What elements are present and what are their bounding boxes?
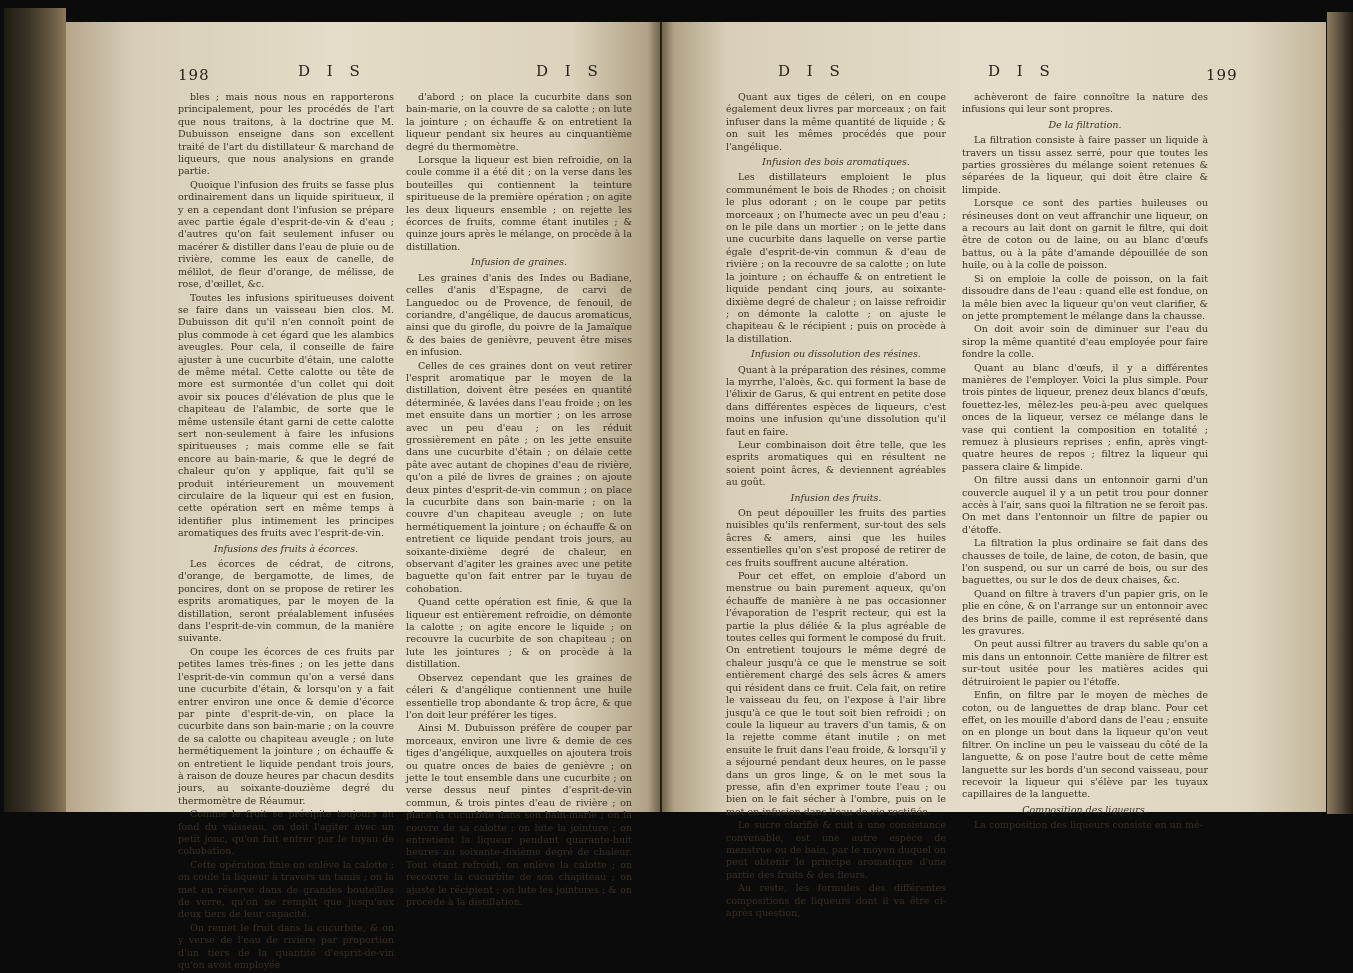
paragraph: Enfin, on filtre par le moyen de mèches de coton, ou de languettes de drap blanc. Pour cet effet, on les mouille d'abord dans de l'eau ; ensuite on en plonge un bout dans la liqueur qu'on veut filtrer. On incline un peu le vaisseau du côté de la languette, & on pose l'autre bout de cette même languette sur les bords d'un second vaisseau, pour recevoir la liqueur qui s'élève par les tuyaux capillaires de la languette. xyxy=(962,690,1208,801)
book-gutter xyxy=(648,22,674,812)
paragraph: Si on emploie la colle de poisson, on la fait dissoudre dans de l'eau : quand elle est fondue, on la mêle bien avec la liqueur qu'on veut clarifier, & on jette promptement le mélange dans la chausse. xyxy=(962,273,1208,322)
paragraph: Le sucre clarifié & cuit à une consistance convenable, est une autre espèce de menstrue ou de bain, par le moyen duquel on peut obtenir le principe aromatique d'une partie des fruits & des fleurs. xyxy=(726,820,946,881)
paragraph: achèveront de faire connoître la nature des infusions qui leur sont propres. xyxy=(962,92,1208,116)
paragraph: Les écorces de cédrat, de citrons, d'orange, de bergamotte, de limes, de poncires, dont on se propose de retirer les esprits aromatiques, par le moyen de la distillation, seront préalablement infusées dans l'esprit-de-vin commun, de la manière suivante. xyxy=(178,559,394,645)
paragraph: Lorsque la liqueur est bien refroidie, on la coule comme il a été dit ; on la verse dans les bouteilles qui contiennent la teinture spiritueuse de la première opération ; on agite les deux liqueurs ensemble ; on rejette les écorces de fruits, comme étant inutiles ; & quinze jours après le mélange, on procède à la distillation. xyxy=(406,155,632,253)
paragraph: bles ; mais nous nous en rapporterons principalement, pour les procédés de l'art que nous traitons, à la doctrine que M. Dubuisson enseigne dans son excellent traité de l'art du distillateur & marchand de liqueurs, que nous analysions en grande partie. xyxy=(178,92,394,178)
section-subheading: Infusion ou dissolution des résines. xyxy=(751,349,921,361)
section-subheading: Infusion de graines. xyxy=(471,257,567,269)
paragraph: La filtration consiste à faire passer un liquide à travers un tissu assez serré, pour que toutes les parties grossières du mélange soient retenues & séparées de la liqueur, qui doit être claire & limpide. xyxy=(962,135,1208,196)
section-subheading: Infusion des bois aromatiques. xyxy=(762,157,910,169)
paragraph: On coupe les écorces de ces fruits par petites lames très-fines ; on les jette dans l'esprit-de-vin commun qu'on a versé dans une cucurbite d'étain, & lorsqu'on y a fait entrer environ une once & demie d'écorce par pinte d'esprit-de-vin, on place la cucurbite dans son bain-marie ; on la couvre de sa calotte ou chapiteau aveugle ; on lute hermétiquement la jointure ; on échauffe & on entretient le liquide pendant trois jours, à raison de douze heures par chacun desdits jours, au soixante-douzième degré du thermomètre de Réaumur. xyxy=(178,646,394,807)
section-subheading: De la filtration. xyxy=(1048,119,1122,131)
paragraph: Les graines d'anis des Indes ou Badiane, celles d'anis d'Espagne, de carvi de Languedoc ou de Provence, de fenouil, de coriandre, d'angélique, de daucus aromaticus, ainsi que du girofle, du poivre de la Jamaïque & des baies de genièvre, peuvent être mises en infusion. xyxy=(406,272,632,359)
paragraph: Celles de ces graines dont on veut retirer l'esprit aromatique par le moyen de la distillation, doivent être pesées en quantité déterminée, & lavées dans l'eau froide ; on les met ensuite dans un mortier ; on les arrose avec un peu d'eau ; on les réduit grossièrement en pâte ; on les jette ensuite dans une cucurbite d'étain ; on délaie cette pâte avec autant de chopines d'eau de rivière, qu'on a pilé de livres de graines ; on ajoute deux pintes d'esprit-de-vin commun ; on place la cucurbite dans son bain-marie ; on la couvre d'un chapiteau aveugle ; on lute hermétiquement la jointure ; on échauffe & on entretient ce liquide pendant trois jours, au soixante-dixième degré de chaleur, en observant d'agiter les graines avec une petite baguette qu'on fait entrer par le tuyau de cohobation. xyxy=(406,360,632,595)
paragraph: Au reste, les formules des différentes compositions de liqueurs dont il va être ci-après question, xyxy=(726,883,946,919)
paragraph: Quand on filtre à travers d'un papier gris, on le plie en cône, & on l'arrange sur un entonnoir avec des brins de paille, comme il est représenté dans les gravures. xyxy=(962,588,1208,638)
section-subheading: Infusion des fruits. xyxy=(790,492,882,504)
running-head: D I S xyxy=(298,62,366,80)
paragraph: On doit avoir soin de diminuer sur l'eau du sirop la même quantité d'eau employée pour faire fondre la colle. xyxy=(962,324,1208,361)
paragraph: La filtration la plus ordinaire se fait dans des chausses de toile, de laine, de coton, de basin, que l'on suspend, ou sur un carré de bois, ou sur des baguettes, ou sur le dos de deux chaises, &c. xyxy=(962,538,1208,587)
paragraph: Leur combinaison doit être telle, que les esprits aromatiques qui en résultent ne soient point âcres, & deviennent agréables au goût. xyxy=(726,439,946,489)
paragraph: Quand cette opération est finie, & que la liqueur est entièrement refroidie, on démonte la calotte ; on agite encore le liquide ; on recouvre la cucurbite de son chapiteau ; on lute les jointures ; & on procède à la distillation. xyxy=(406,597,632,671)
left-cover-edge xyxy=(4,8,66,812)
text-column-2 xyxy=(962,92,1208,834)
running-head: D I S xyxy=(778,62,846,80)
paragraph: Observez cependant que les graines de céleri & d'angélique contiennent une huile essentielle trop abondante & trop âcre, & que l'on doit leur préférer les tiges. xyxy=(406,672,632,721)
section-subheading: Composition des liqueurs. xyxy=(1022,804,1148,816)
right-cover-edge xyxy=(1327,12,1353,814)
paragraph: Cette opération finie on enlève la calotte ; on coule la liqueur à travers un tamis ; on la met en réserve dans de grandes bouteilles de verre, qu'on ne remplit que jusqu'aux deux tiers de leur capacité. xyxy=(178,859,394,921)
paragraph: On remet le fruit dans la cucurbite, & on y verse de l'eau de rivière par proportion d'un tiers de la quantité d'esprit-de-vin qu'on avoit employée xyxy=(178,922,394,972)
paragraph: Quant au blanc d'œufs, il y a différentes manières de l'employer. Voici la plus simple. Pour trois pintes de liqueur, prenez deux blancs d'œufs, fouettez-les, mêlez-les peu-à-peu avec quelques onces de la liqueur, versez ce mélange dans le vase qui contient la composition en totalité ; remuez à plusieurs reprises ; enfin, après vingt-quatre heures de repos ; filtrez la liqueur qui passera claire & limpide. xyxy=(962,362,1208,473)
paragraph: d'abord ; on place la cucurbite dans son bain-marie, on la couvre de sa calotte ; on lute la jointure ; on échauffe & on entretient la liqueur pendant six heures au cinquantième degré du thermomètre. xyxy=(406,92,632,153)
paragraph: La composition des liqueurs consiste en un mé- xyxy=(974,820,1203,832)
running-head: D I S xyxy=(536,62,604,80)
text-column-1 xyxy=(726,92,946,921)
text-column-1 xyxy=(178,92,394,973)
paragraph: On peut aussi filtrer au travers du sable qu'on a mis dans un entonnoir. Cette manière de filtrer est sur-tout usitée pour les matières acides qui détruiroient le papier ou l'étoffe. xyxy=(962,639,1208,688)
paragraph: Les distillateurs emploient le plus communément le bois de Rhodes ; on choisit le plus odorant ; on le coupe par petits morceaux ; on l'humecte avec un peu d'eau ; on le pile dans un mortier ; on le jette dans une cucurbite dans laquelle on verse partie égale d'esprit-de-vin commun & d'eau de rivière ; on la recouvre de sa calotte ; on lute la jointure ; on échauffe & on entretient le liquide pendant cinq jours, au soixante-dixième degré de chaleur ; on laisse refroidir ; on démonte la calotte ; on ajuste le chapiteau & le récipient ; puis on procède à la distillation. xyxy=(726,172,946,345)
paragraph: Quant à la préparation des résines, comme la myrrhe, l'aloès, &c. qui forment la base de l'élixir de Garus, & qui entrent en petite dose dans différentes espèces de liqueurs, c'est moins une infusion qu'une dissolution qu'il faut en faire. xyxy=(726,364,946,438)
section-subheading: Infusions des fruits à écorces. xyxy=(213,543,359,555)
paragraph: Lorsque ce sont des parties huileuses ou résineuses dont on veut affranchir une liqueur, on a recours au lait dont on garnit le filtre, qui doit être de coton ou de laine, ou au blanc d'œufs battus, ou à la pâte d'amande dépouillée de son huile, ou à la colle de poisson. xyxy=(962,198,1208,272)
paragraph: On filtre aussi dans un entonnoir garni d'un couvercle auquel il y a un petit trou pour donner accès à l'air, sans quoi la filtration ne se feroit pas. On met dans l'entonnoir un filtre de papier ou d'étoffe. xyxy=(962,475,1208,536)
right-page xyxy=(662,22,1326,919)
paragraph: Quant aux tiges de céleri, on en coupe également deux livres par morceaux ; on fait infuser dans la même quantité de liquide ; & on suit les mêmes procédés que pour l'angélique. xyxy=(726,92,946,153)
page-number: 199 xyxy=(1206,66,1238,84)
running-head: D I S xyxy=(988,62,1056,80)
paragraph: Pour cet effet, on emploie d'abord un menstrue ou bain purement aqueux, qu'on échauffe de manière à ne pas occasionner l'évaporation de l'esprit recteur, qui est la partie la plus déliée & la plus agréable de toutes celles qui forment le composé du fruit. On entretient toujours le même degré de chaleur jusqu'à ce que le menstrue se soit entièrement chargé des sels âcres & amers qui résident dans ce fruit. Cela fait, on retire le vaisseau du feu, on l'expose à l'air libre jusqu'à ce que le tout soit bien refroidi ; on coule la liqueur au travers d'un tamis, & on la rejette comme étant inutile ; on met ensuite le fruit dans l'eau froide, & lorsqu'il y a séjourné pendant deux heures, on le passe dans un gros linge, & on le met sous la presse, afin d'en exprimer toute l'eau ; ou bien on le fait sécher à l'ombre, puis on le met en infusion dans l'eau-de-vie rectifiée. xyxy=(726,571,946,818)
page-number: 198 xyxy=(178,66,210,84)
left-page xyxy=(66,22,660,972)
paragraph: Comme le fruit se précipite toujours au fond du vaisseau, on doit l'agiter avec un petit jonc, qu'on fait entrer par le tuyau de cohobation. xyxy=(178,809,394,858)
text-column-2 xyxy=(406,92,632,910)
paragraph: Ainsi M. Dubuisson préfère de couper par morceaux, environ une livre & demie de ces tiges d'angélique, auxquelles on ajoutera trois ou quatre onces de baies de genièvre ; on jette le tout ensemble dans une cucurbite ; on verse dessus neuf pintes d'esprit-de-vin commun, & trois pintes d'eau de rivière ; on place la cucurbite dans son bain-marie ; on la couvre de sa calotte ; on lute la jointure ; on entretient la liqueur pendant quarante-huit heures au soixante-dixième degré de chaleur. Tout étant refroidi, on enlève la calotte ; on recouvre la cucurbite de son chapiteau ; on ajuste le récipient ; on lute les jointures ; & on procède à la distillation. xyxy=(406,723,632,908)
paragraph: Quoique l'infusion des fruits se fasse plus ordinairement dans un liquide spiritueux, il y en a cependant dont l'infusion se prépare avec partie égale d'esprit-de-vin & d'eau ; d'autres qu'on fait seulement infuser ou macérer & distiller dans l'eau de pluie ou de rivière, comme les eaux de canelle, de mélilot, de fleur d'orange, de mélisse, de rose, d'œillet, &c. xyxy=(178,179,394,291)
paragraph: Toutes les infusions spiritueuses doivent se faire dans un vaisseau bien clos. M. Dubuisson dit qu'il n'en connoît point de plus commode à cet égard que les alambics aveugles. Pour cela, il conseille de faire ajuster à une cucurbite d'étain, une calotte de même métal. Cette calotte ou tête de more est surmontée d'un collet qui doit avoir six pouces d'élévation de plus que le chapiteau de l'alambic, de sorte que le même ustensile étant garni de cette calotte sert non-seulement à faire les infusions spiritueuses ; mais comme elle se fait encore au bain-marie, & que le degré de chaleur qu'on y applique, fait qu'il se produit intérieurement un mouvement circulaire de la liqueur qui est en fusion, cette opération sert en même temps à identifier plus intimement les principes aromatiques des fruits avec l'esprit-de-vin. xyxy=(178,292,394,540)
paragraph: On peut dépouiller les fruits des parties nuisibles qu'ils renferment, sur-tout des sels âcres & amers, ainsi que les huiles essentielles qu'on s'est proposé de retirer de ces fruits souffrent aucune altération. xyxy=(726,508,946,569)
